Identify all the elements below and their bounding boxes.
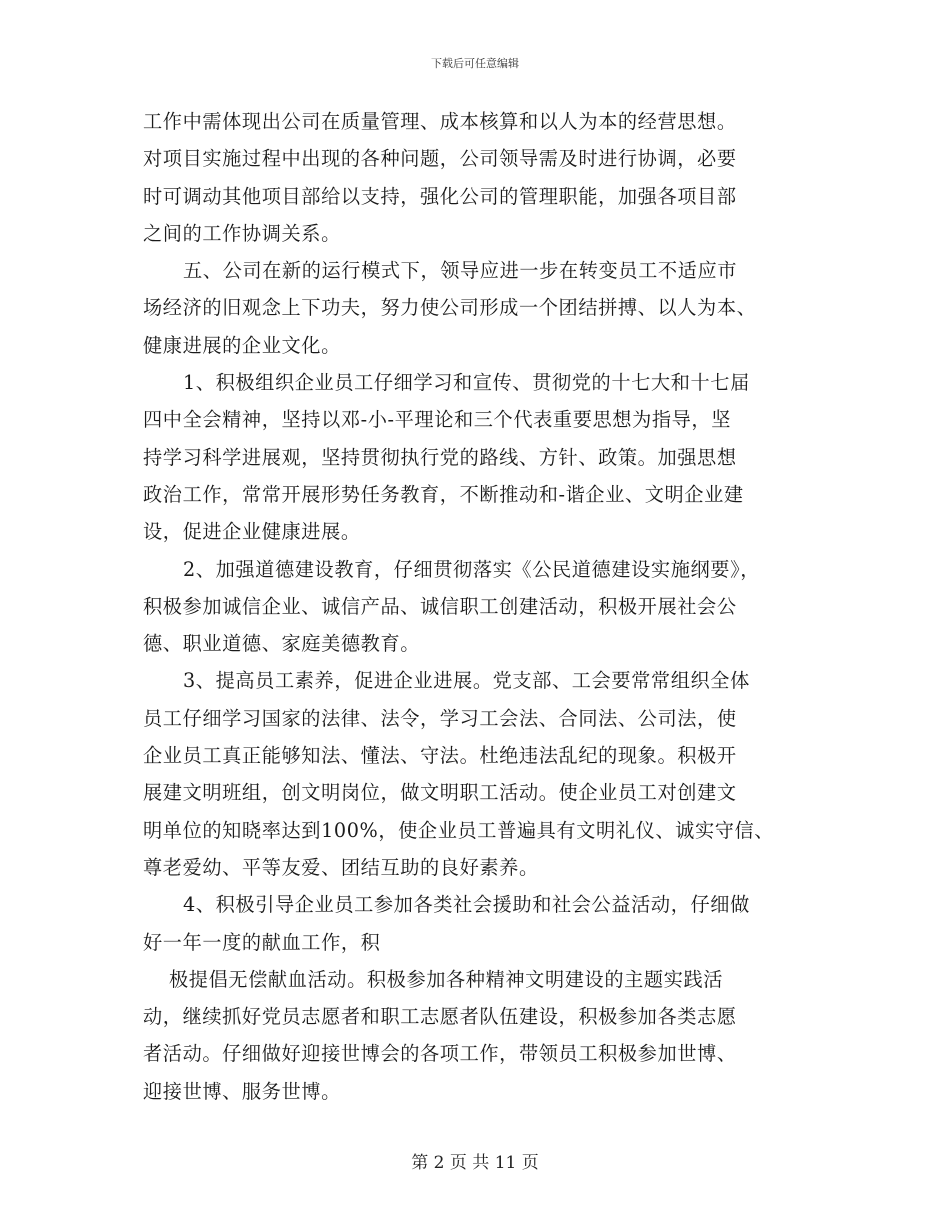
text-line: 迎接世博、服务世博。 <box>143 1079 341 1103</box>
text-line: 3、提高员工素养，促进企业进展。党支部、工会要常常组织全体 <box>183 669 750 693</box>
text-line: 健康进展的企业文化。 <box>143 333 341 357</box>
text-line: 工作中需体现出公司在质量管理、成本核算和以人为本的经营思想。 <box>143 110 737 133</box>
text-line: 动，继续抓好党员志愿者和职工志愿者队伍建设，积极参加各类志愿 <box>143 1005 737 1029</box>
text-line: 极提倡无偿献血活动。积极参加各种精神文明建设的主题实践活 <box>169 967 724 991</box>
text-line: 德、职业道德、家庭美德教育。 <box>143 632 421 656</box>
text-line: 明单位的知晓率达到100%，使企业员工普遍具有文明礼仪、诚实守信、 <box>143 818 775 842</box>
text-line: 2、加强道德建设教育，仔细贯彻落实《公民道德建设实施纲要》， <box>183 557 761 581</box>
document-body <box>143 103 809 1110</box>
text-line: 四中全会精神，坚持以邓-小-平理论和三个代表重要思想为指导，坚 <box>143 408 732 432</box>
text-line: 之间的工作协调关系。 <box>143 221 341 245</box>
text-line: 者活动。仔细做好迎接世博会的各项工作，带领员工积极参加世博、 <box>143 1042 737 1066</box>
text-line: 对项目实施过程中出现的各种问题，公司领导需及时进行协调，必要 <box>143 147 737 171</box>
text-line: 好一年一度的献血工作，积 <box>143 930 381 954</box>
text-line: 1、积极组织企业员工仔细学习和宣传、贯彻党的十七大和十七届 <box>183 371 750 395</box>
page-header: 下载后可任意编辑 <box>431 57 519 70</box>
text-line: 尊老爱幼、平等友爱、团结互助的良好素养。 <box>143 855 539 879</box>
text-line: 设，促进企业健康进展。 <box>143 520 361 544</box>
text-line: 时可调动其他项目部给以支持，强化公司的管理职能，加强各项目部 <box>143 184 737 208</box>
text-line: 员工仔细学习国家的法律、法令，学习工会法、合同法、公司法，使 <box>143 706 737 730</box>
text-line: 政治工作，常常开展形势任务教育，不断推动和-谐企业、文明企业建 <box>143 482 744 506</box>
text-line: 五、公司在新的运行模式下，领导应进一步在转变员工不适应市 <box>183 259 738 283</box>
text-line: 企业员工真正能够知法、懂法、守法。杜绝违法乱纪的现象。积极开 <box>143 744 737 768</box>
page-number: 第 2 页 共 11 页 <box>411 1153 539 1173</box>
text-line: 4、积极引导企业员工参加各类社会援助和社会公益活动，仔细做 <box>183 893 750 917</box>
text-line: 积极参加诚信企业、诚信产品、诚信职工创建活动，积极开展社会公 <box>143 594 737 618</box>
text-line: 场经济的旧观念上下功夫，努力使公司形成一个团结拼搏、以人为本、 <box>143 296 757 320</box>
text-line: 展建文明班组，创文明岗位，做文明职工活动。使企业员工对创建文 <box>143 781 737 805</box>
text-line: 持学习科学进展观，坚持贯彻执行党的路线、方针、政策。加强思想 <box>143 445 737 469</box>
